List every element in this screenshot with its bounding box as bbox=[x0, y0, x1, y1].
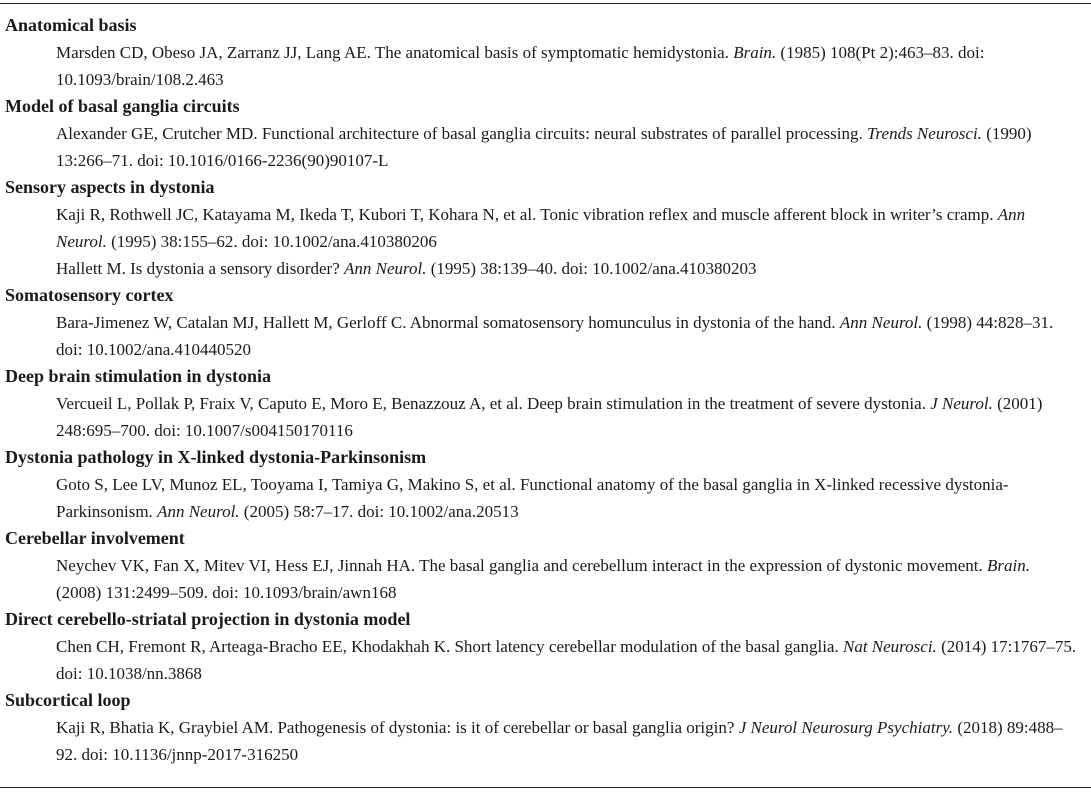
table-section bbox=[0, 282, 1091, 363]
journal-name: Trends Neurosci. bbox=[867, 124, 982, 143]
section-heading: Sensory aspects in dystonia bbox=[5, 177, 215, 197]
reference-citation: (2014) 17:1767–75. doi: 10.1038/nn.3868 bbox=[56, 637, 1077, 683]
reference-text: Neychev VK, Fan X, Mitev VI, Hess EJ, Jinnah HA. The basal ganglia and cerebellum interact in the expression of dystonic movement. bbox=[56, 556, 988, 575]
journal-name: Ann Neurol. bbox=[56, 205, 1026, 251]
reference-text: Kaji R, Bhatia K, Graybiel AM. Pathogenesis of dystonia: is it of cerebellar or basal ganglia origin? bbox=[56, 718, 739, 737]
reference-citation: (2008) 131:2499–509. doi: 10.1093/brain/awn168 bbox=[56, 583, 397, 602]
journal-name: Brain. bbox=[733, 43, 777, 62]
reference-citation: (1995) 38:155–62. doi: 10.1002/ana.410380206 bbox=[106, 232, 437, 251]
reference-citation: (1990) 13:266–71. doi: 10.1016/0166-2236(90)90107-L bbox=[56, 124, 1032, 170]
section-heading: Somatosensory cortex bbox=[5, 285, 174, 305]
table-section bbox=[0, 174, 1091, 282]
table-section bbox=[0, 444, 1091, 525]
table-section bbox=[0, 687, 1091, 768]
reference-text: Kaji R, Rothwell JC, Katayama M, Ikeda T, Kubori T, Kohara N, et al. Tonic vibration reflex and muscle afferent block in writer’s cramp. bbox=[56, 205, 998, 224]
section-heading: Anatomical basis bbox=[5, 15, 137, 35]
journal-name: Ann Neurol. bbox=[839, 313, 923, 332]
section-heading: Cerebellar involvement bbox=[5, 528, 185, 548]
table-section bbox=[0, 606, 1091, 687]
reference-entry bbox=[0, 201, 1091, 255]
reference-citation: (2018) 89:488–92. doi: 10.1136/jnnp-2017-316250 bbox=[56, 718, 1063, 764]
table-section bbox=[0, 525, 1091, 606]
reference-citation: (1998) 44:828–31. doi: 10.1002/ana.410440520 bbox=[56, 313, 1054, 359]
reference-text: Chen CH, Fremont R, Arteaga-Bracho EE, Khodakhah K. Short latency cerebellar modulation of the basal ganglia. bbox=[56, 637, 843, 656]
section-heading: Subcortical loop bbox=[5, 690, 131, 710]
reference-entry bbox=[0, 552, 1091, 606]
table-section bbox=[0, 93, 1091, 174]
section-heading: Direct cerebello-striatal projection in dystonia model bbox=[5, 609, 411, 629]
reference-text: Alexander GE, Crutcher MD. Functional architecture of basal ganglia circuits: neural substrates of parallel processing. bbox=[56, 124, 868, 143]
reference-entry bbox=[0, 633, 1091, 687]
reference-citation: (2005) 58:7–17. doi: 10.1002/ana.20513 bbox=[239, 502, 519, 521]
journal-name: Nat Neurosci. bbox=[842, 637, 937, 656]
reference-citation: (2001) 248:695–700. doi: 10.1007/s004150170116 bbox=[56, 394, 1043, 440]
table-top-rule bbox=[0, 3, 1091, 4]
reference-citation: (1985) 108(Pt 2):463–83. doi: 10.1093/brain/108.2.463 bbox=[56, 43, 985, 89]
reference-text: Vercueil L, Pollak P, Fraix V, Caputo E, Moro E, Benazzouz A, et al. Deep brain stimulation in the treatment of severe dystonia. bbox=[56, 394, 931, 413]
section-heading: Dystonia pathology in X-linked dystonia-Parkinsonism bbox=[5, 447, 427, 467]
reference-entry bbox=[0, 120, 1091, 174]
section-heading: Model of basal ganglia circuits bbox=[5, 96, 240, 116]
table-bottom-rule bbox=[0, 787, 1091, 788]
journal-name: Ann Neurol. bbox=[157, 502, 240, 521]
table-section bbox=[0, 12, 1091, 93]
reference-text: Goto S, Lee LV, Munoz EL, Tooyama I, Tamiya G, Makino S, et al. Functional anatomy of the basal ganglia in X-linked recessive dystonia-Parkinsonism. bbox=[56, 475, 1009, 521]
journal-name: Brain. bbox=[987, 556, 1030, 575]
reference-text: Bara-Jimenez W, Catalan MJ, Hallett M, Gerloff C. Abnormal somatosensory homunculus in dystonia of the hand. bbox=[56, 313, 840, 332]
reference-entry bbox=[0, 39, 1091, 93]
reference-entry bbox=[0, 471, 1091, 525]
reference-text: Marsden CD, Obeso JA, Zarranz JJ, Lang AE. The anatomical basis of symptomatic hemidystonia. bbox=[56, 43, 734, 62]
section-heading: Deep brain stimulation in dystonia bbox=[5, 366, 272, 386]
reference-entry bbox=[0, 714, 1091, 768]
reference-entry bbox=[0, 390, 1091, 444]
reference-entry bbox=[0, 309, 1091, 363]
journal-name: J Neurol Neurosurg Psychiatry. bbox=[738, 718, 954, 737]
journal-name: Ann Neurol. bbox=[344, 259, 427, 278]
journal-name: J Neurol. bbox=[930, 394, 993, 413]
reference-citation: (1995) 38:139–40. doi: 10.1002/ana.410380203 bbox=[426, 259, 757, 278]
table-section bbox=[0, 363, 1091, 444]
reference-text: Hallett M. Is dystonia a sensory disorder? bbox=[56, 259, 344, 278]
reference-table bbox=[0, 12, 1091, 768]
reference-entry bbox=[0, 255, 1091, 282]
